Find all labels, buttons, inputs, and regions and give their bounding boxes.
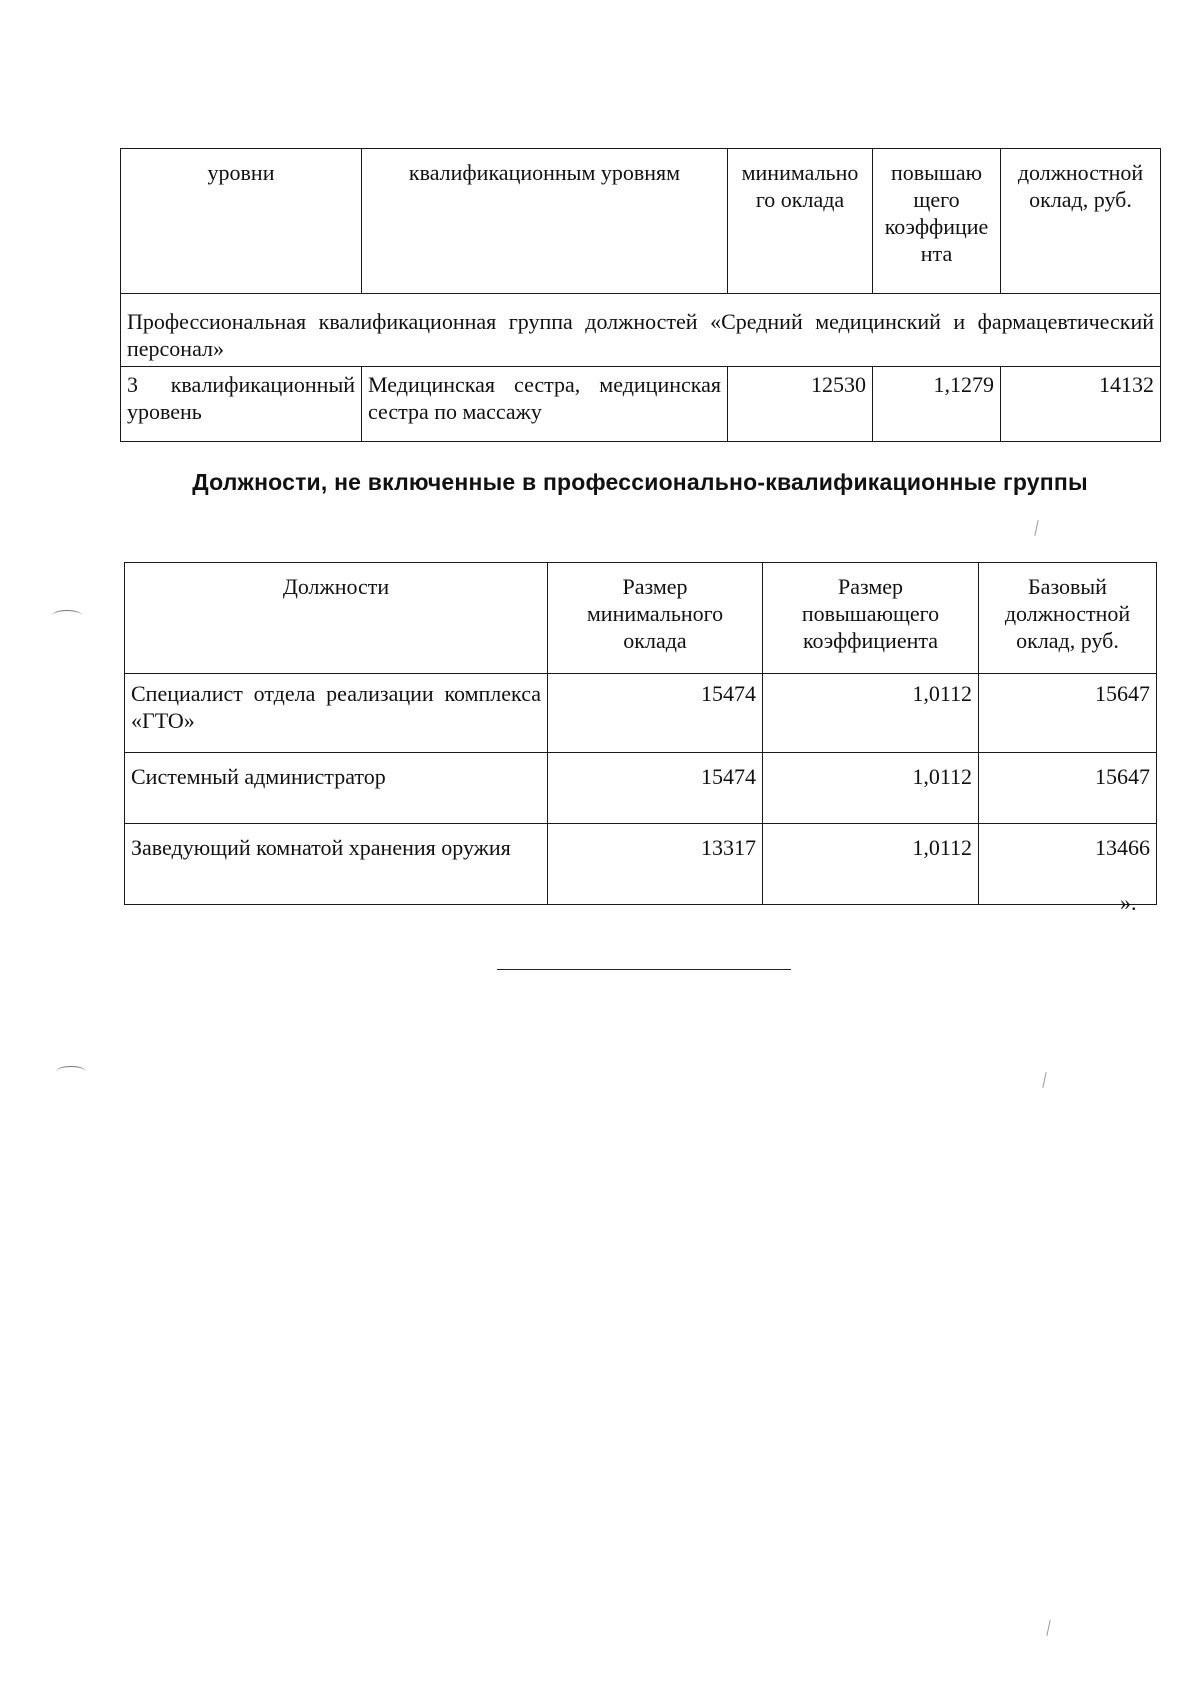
table2-header-cell: Размер минимального оклада (548, 563, 763, 674)
table2-cell-position: Специалист отдела реализации комплекса «ГТО» (125, 674, 548, 753)
positions-table (124, 562, 1157, 905)
section-title: Должности, не включенные в профессионально-квалификационные группы (192, 469, 1088, 495)
table2-cell-position: Заведующий комнатой хранения оружия (125, 824, 548, 905)
table-row (125, 674, 1157, 753)
table1-header-cell: повышаю щего коэффицие нта (873, 149, 1001, 294)
table1-cell-position: Медицинская сестра, медицинская сестра по массажу (362, 367, 728, 442)
table-row (121, 367, 1161, 442)
table2-cell-min-salary: 15474 (548, 674, 763, 753)
scan-mark (1042, 1072, 1046, 1088)
table2-cell-position: Системный администратор (125, 753, 548, 824)
table2-cell-salary: 13466 (979, 824, 1157, 905)
table2-cell-coefficient: 1,0112 (763, 753, 979, 824)
table1-header-row (121, 149, 1161, 294)
table2-header-cell: Должности (125, 563, 548, 674)
table2-cell-min-salary: 13317 (548, 824, 763, 905)
table1-header-cell: минимально го оклада (728, 149, 873, 294)
closing-quote: ». (1120, 890, 1137, 915)
table1-header-cell: должностной оклад, руб. (1001, 149, 1161, 294)
table1-cell-level: 3 квалификационный уровень (121, 367, 362, 442)
table1-cell-salary: 14132 (1001, 367, 1161, 442)
group-label: Профессиональная квалификационная группа должностей «Средний медицинский и фармацевтический персонал» (121, 294, 1161, 367)
table2-cell-salary: 15647 (979, 674, 1157, 753)
table1-cell-min-salary: 12530 (728, 367, 873, 442)
table-row (125, 824, 1157, 905)
table2-cell-min-salary: 15474 (548, 753, 763, 824)
table2-cell-salary: 15647 (979, 753, 1157, 824)
table2-cell-coefficient: 1,0112 (763, 824, 979, 905)
scan-mark (52, 610, 82, 621)
scan-mark (1046, 1620, 1050, 1636)
qualification-table (120, 148, 1161, 442)
separator-line (497, 969, 791, 970)
table-row (125, 753, 1157, 824)
scan-mark (1034, 520, 1038, 536)
table1-group-row (121, 294, 1161, 367)
table2-header-cell: Размер повышающего коэффициента (763, 563, 979, 674)
scan-mark (56, 1066, 86, 1077)
table2-header-row (125, 563, 1157, 674)
table1-header-cell: квалификационным уровням (362, 149, 728, 294)
table1-cell-coefficient: 1,1279 (873, 367, 1001, 442)
table2-header-cell: Базовый должностной оклад, руб. (979, 563, 1157, 674)
table2-cell-coefficient: 1,0112 (763, 674, 979, 753)
table1-header-cell: уровни (121, 149, 362, 294)
